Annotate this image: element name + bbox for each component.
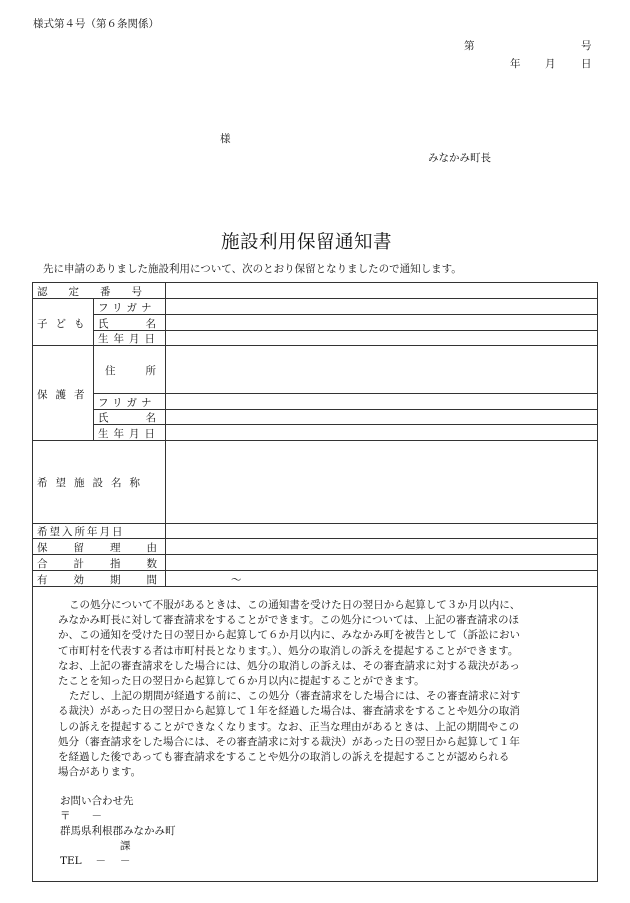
label-hogosha-birth: 生年月日	[98, 428, 160, 440]
label-yuko-kikan: 有効期間	[37, 574, 183, 586]
addressee-sama: 様	[220, 133, 231, 145]
doc-no-suffix: 号	[581, 40, 592, 52]
issuer-name: みなかみ町長	[428, 152, 491, 164]
notice-line: しの訴えを提起することができなくなります。なお、正当な理由があるときは、上記の期間やこの	[58, 720, 520, 733]
contact-postal: 〒 －	[60, 810, 102, 822]
contact-heading: お問い合わせ先	[60, 795, 134, 807]
label-kodomo-birth: 生年月日	[98, 333, 160, 345]
label-hogosha-shimei: 氏名	[98, 412, 193, 424]
contact-address: 群馬県利根郡みなかみ町	[60, 825, 176, 837]
doc-no-prefix: 第	[464, 40, 475, 52]
date-year: 年	[510, 58, 521, 70]
contact-tel: TEL － －	[60, 855, 131, 867]
contact-ka: 課	[120, 840, 131, 852]
label-horyu-riyu: 保留理由	[37, 542, 183, 554]
notice-line: て市町村を代表する者は市町村長となります。）、処分の取消しの訴えを提起することができます。	[58, 644, 519, 657]
label-nintei-bango: 認定番号	[37, 286, 163, 298]
period-tilde: ～	[231, 574, 242, 586]
notice-line: なお、上記の審査請求をした場合には、処分の取消しの訴えは、その審査請求に対する裁決があっ	[58, 659, 520, 672]
label-kibo-shisetsu: 希望施設名称	[37, 477, 148, 489]
label-hogosha-furigana: フリガナ	[98, 397, 156, 409]
notice-line: たことを知った日の翌日から起算して６か月以内に提起することができます。	[58, 675, 425, 688]
label-kodomo: 子ども	[37, 318, 93, 330]
appeal-notice	[58, 598, 521, 780]
label-kodomo-furigana: フリガナ	[98, 302, 156, 314]
label-hogosha-jusho: 住所	[105, 365, 186, 377]
label-kodomo-shimei: 氏名	[98, 318, 193, 330]
notice-line: か、この通知を受けた日の翌日から起算して６か月以内に、みなかみ町を被告として（訴訟におい	[58, 629, 520, 642]
notice-line: ただし、上記の期間が経過する前に、この処分（審査請求をした場合には、その審査請求に対す	[69, 690, 521, 703]
date-day: 日	[581, 58, 592, 70]
label-gokei-shisu: 合計指数	[37, 558, 183, 570]
notice-line: 処分（審査請求をした場合には、その審査請求に対する裁決）があった日の翌日から起算して１年	[58, 735, 520, 748]
document-title: 施設利用保留通知書	[221, 232, 393, 253]
date-month: 月	[545, 58, 556, 70]
notice-line: みなかみ町長に対して審査請求をすることができます。この処分については、上記の審査請求のほ	[58, 614, 519, 627]
intro-text: 先に申請のありました施設利用について、次のとおり保留となりましたので通知します。	[43, 263, 462, 275]
notice-line: る裁決）があった日の翌日から起算して１年を経過した場合は、審査請求をすることや処分の取消	[58, 705, 520, 718]
notice-line: この処分について不服があるときは、この通知書を受けた日の翌日から起算して３か月以内に、	[69, 599, 521, 611]
notice-line: を経過した後であっても審査請求をすることや処分の取消しの訴えを提起することが認められる	[58, 751, 510, 764]
label-kibo-nyusho: 希望入所年月日	[37, 526, 125, 538]
form-number: 様式第４号（第６条関係）	[33, 18, 159, 30]
label-hogosha: 保護者	[37, 389, 93, 401]
notice-line: 場合があります。	[58, 766, 142, 779]
